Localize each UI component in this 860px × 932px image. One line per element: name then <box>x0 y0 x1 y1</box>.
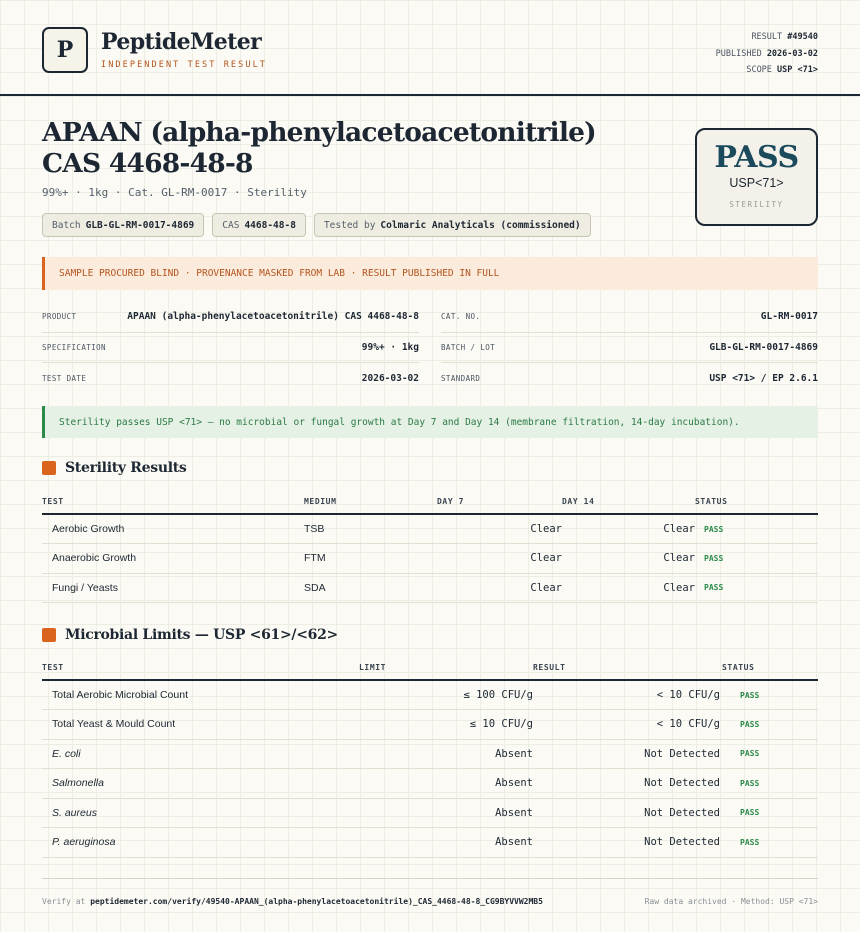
status-badge: PASS <box>720 710 818 740</box>
column-header: TEST <box>42 490 304 514</box>
spec-value: 2026-03-02 <box>361 372 419 384</box>
microbial-heading <box>42 627 338 643</box>
medium: SDA <box>304 573 437 603</box>
day7-result: Clear <box>437 544 562 574</box>
table-header-row <box>42 490 818 514</box>
status-badge: PASS <box>720 798 818 828</box>
day14-result: Clear <box>562 544 695 574</box>
spec-key: BATCH / LOT <box>441 342 496 352</box>
spec-row <box>441 333 818 364</box>
spec-row <box>441 363 818 394</box>
meta-result: RESULT #49540 <box>751 32 818 42</box>
result: Not Detected <box>533 769 720 799</box>
footer-method: Raw data archived · Method: USP <71> <box>644 896 818 906</box>
table-row <box>42 544 818 574</box>
report-meta <box>716 29 818 79</box>
test-name: Salmonella <box>42 769 359 799</box>
table-row <box>42 769 818 799</box>
day14-result: Clear <box>562 573 695 603</box>
table-row <box>42 680 818 710</box>
section-title: Microbial Limits — USP <61>/<62> <box>65 627 338 643</box>
summary-note: Sterility passes USP <71> — no microbial or fungal growth at Day 7 and Day 14 (membrane filtration, 14-day incubation). <box>42 406 818 438</box>
limit: Absent <box>359 769 533 799</box>
tested-by-chip: Tested by Colmaric Analyticals (commissioned) <box>314 213 591 237</box>
column-header: STATUS <box>720 656 818 680</box>
spec-grid-left <box>42 302 419 394</box>
spec-value: GLB-GL-RM-0017-4869 <box>709 341 818 353</box>
pass-stamp <box>695 128 818 226</box>
stamp-category: STERILITY <box>729 200 784 209</box>
cas-chip: CAS 4468-48-8 <box>212 213 306 237</box>
test-name: Anaerobic Growth <box>42 544 304 574</box>
test-name: P. aeruginosa <box>42 828 359 858</box>
limit: ≤ 10 CFU/g <box>359 710 533 740</box>
status-badge: PASS <box>695 514 818 544</box>
column-header: STATUS <box>695 490 818 514</box>
brand-tagline: INDEPENDENT TEST RESULT <box>101 60 268 70</box>
sterility-table <box>42 490 818 603</box>
logo-mark: P <box>42 27 88 73</box>
status-badge: PASS <box>720 769 818 799</box>
limit: Absent <box>359 739 533 769</box>
test-name: Aerobic Growth <box>42 514 304 544</box>
brand-name: PeptideMeter <box>101 29 262 55</box>
column-header: MEDIUM <box>304 490 437 514</box>
status-badge: PASS <box>720 739 818 769</box>
table-row <box>42 710 818 740</box>
spec-value: GL-RM-0017 <box>760 311 818 323</box>
result: Not Detected <box>533 828 720 858</box>
spec-row <box>42 333 419 364</box>
table-row <box>42 739 818 769</box>
status-badge: PASS <box>720 828 818 858</box>
spec-row <box>42 302 419 333</box>
status-badge: PASS <box>720 680 818 710</box>
spec-value: APAAN (alpha-phenylacetoacetonitrile) CAS 4468-48-8 <box>127 311 419 323</box>
test-name: Total Yeast & Mould Count <box>42 710 359 740</box>
limit: ≤ 100 CFU/g <box>359 680 533 710</box>
limit: Absent <box>359 798 533 828</box>
stamp-verdict: PASS <box>714 140 799 175</box>
column-header: RESULT <box>533 656 720 680</box>
day7-result: Clear <box>437 573 562 603</box>
batch-chip: Batch GLB-GL-RM-0017-4869 <box>42 213 204 237</box>
table-row <box>42 828 818 858</box>
report-header <box>0 0 860 96</box>
table-header-row <box>42 656 818 680</box>
day7-result: Clear <box>437 514 562 544</box>
spec-value: 99%+ · 1kg <box>361 341 419 353</box>
sterility-heading <box>42 460 186 476</box>
table-row <box>42 573 818 603</box>
table-row <box>42 514 818 544</box>
column-header: DAY 14 <box>562 490 695 514</box>
result: Not Detected <box>533 798 720 828</box>
column-header: LIMIT <box>359 656 533 680</box>
section-title: Sterility Results <box>65 460 187 476</box>
test-name: E. coli <box>42 739 359 769</box>
medium: TSB <box>304 514 437 544</box>
spec-grid-right <box>441 302 818 394</box>
result: Not Detected <box>533 739 720 769</box>
verify-prefix: Verify at <box>42 896 86 906</box>
status-badge: PASS <box>695 544 818 574</box>
spec-key: CAT. NO. <box>441 312 481 322</box>
test-name: Total Aerobic Microbial Count <box>42 680 359 710</box>
meta-scope: SCOPE USP <71> <box>746 65 818 75</box>
product-title: APAAN (alpha-phenylacetoacetonitrile) CAS 4468-48-8 <box>42 117 596 179</box>
spec-key: TEST DATE <box>42 373 87 383</box>
result: < 10 CFU/g <box>533 710 720 740</box>
meta-published: PUBLISHED 2026-03-02 <box>715 48 818 59</box>
medium: FTM <box>304 544 437 574</box>
column-header: TEST <box>42 656 359 680</box>
table-row <box>42 798 818 828</box>
status-badge: PASS <box>695 573 818 603</box>
spec-key: PRODUCT <box>42 312 77 322</box>
stamp-standard: USP<71> <box>729 176 784 190</box>
report-footer <box>42 878 818 923</box>
test-name: Fungi / Yeasts <box>42 573 304 603</box>
spec-value: USP <71> / EP 2.6.1 <box>709 372 818 384</box>
verify-line <box>42 897 543 906</box>
product-chips <box>42 213 591 237</box>
day14-result: Clear <box>562 514 695 544</box>
limit: Absent <box>359 828 533 858</box>
result: < 10 CFU/g <box>533 680 720 710</box>
spec-row <box>441 302 818 333</box>
product-subtitle: 99%+ · 1kg · Cat. GL-RM-0017 · Sterility <box>42 186 307 199</box>
spec-row <box>42 363 419 394</box>
section-marker-icon <box>42 461 56 475</box>
verify-link[interactable]: peptidemeter.com/verify/49540-APAAN_(alpha-phenylacetoacetonitrile)_CAS_4468-48-8_CG9BYVVW2MB5 <box>90 896 543 906</box>
spec-key: SPECIFICATION <box>42 342 106 352</box>
test-name: S. aureus <box>42 798 359 828</box>
spec-key: STANDARD <box>441 373 481 383</box>
column-header: DAY 7 <box>437 490 562 514</box>
microbial-table <box>42 656 818 858</box>
section-marker-icon <box>42 628 56 642</box>
procurement-notice: SAMPLE PROCURED BLIND · PROVENANCE MASKED FROM LAB · RESULT PUBLISHED IN FULL <box>42 257 818 290</box>
